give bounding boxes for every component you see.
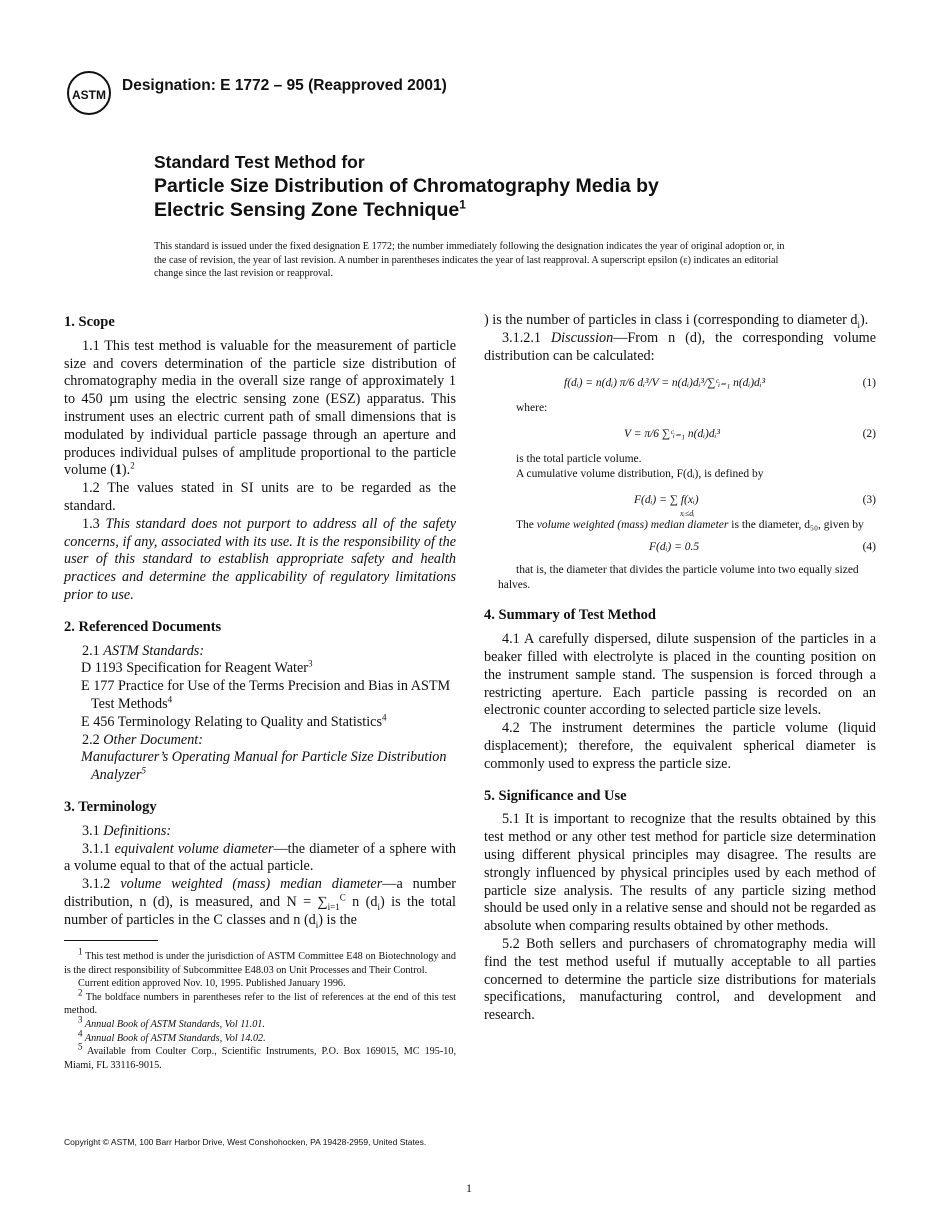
astm-logo [66, 70, 112, 116]
copyright: Copyright © ASTM, 100 Barr Harbor Drive, West Conshohocken, PA 19428-2959, United States. [64, 1137, 427, 1147]
title-line-1: Standard Test Method for [154, 152, 365, 172]
term-3-1-2-1: 3.1.2.1 Discussion—From n (d), the corresponding volume distribution can be calculated: [484, 329, 876, 364]
significance-5-2: 5.2 Both sellers and purchasers of chromatography media will find the test method useful if mutually acceptable to all parties concerned to determine the particle size distributions for materials specifications, manufacturing control, and development and research. [484, 935, 876, 1024]
refdocs-2-1: 2.1 ASTM Standards: [82, 642, 205, 659]
logo-text: ASTM [72, 88, 106, 102]
term-3-1-2: 3.1.2 volume weighted (mass) median diameter—a number distribution, n (d), is measured, and $N = \sum_{i=1}^C$ n $(d_i)$ is the total number of particles in the C classes and n $(d_i)$ is the [64, 876, 457, 930]
footnote-rule [64, 940, 158, 941]
scope-heading: 1. Scope [64, 314, 115, 330]
refdocs-heading: 2. Referenced Documents [64, 618, 222, 635]
term-3-1-2-cont: ) is the number of particles in class i (corresponding to diameter $d_i$). [484, 312, 869, 330]
summary-4-2: 4.2 The instrument determines the particle volume (liquid displacement); therefore, the equivalent spherical diameter is commonly used to express the particle size. [484, 720, 876, 772]
equation-3: F(dᵢ) = ∑ f(xᵢ) xᵢ≤dᵢ (3) [634, 494, 876, 519]
term-3-1: 3.1 Definitions: [82, 822, 172, 839]
left-column [64, 312, 456, 930]
footnotes [64, 946, 456, 1072]
significance-heading: 5. Significance and Use [484, 787, 627, 804]
title-line-2: Particle Size Distribution of Chromatography Media by [154, 175, 659, 197]
eq4-note: that is, the diameter that divides the particle volume into two equally sized halves. [498, 564, 859, 592]
ref-item: D 1193 Specification for Reagent Water$^3$ [81, 658, 313, 677]
title-line-3: Electric Sensing Zone Technique$^1$ [154, 197, 466, 221]
eq3-note: The volume weighted (mass) median diameter is the diameter, d₅₀, given by [516, 519, 864, 532]
footnote-1: $^1$ This test method is under the jurisdiction of ASTM Committee E48 on Biotechnology and is the direct responsibility of Subcommittee E48.03 on Unit Processes and Their Control. [64, 946, 456, 976]
footnote-5: $^5$ Available from Coulter Corp., Scientific Instruments, P.O. Box 169015, MC 195-10, Miami, FL 33116-9015. [64, 1041, 456, 1071]
summary-4-1: 4.1 A carefully dispersed, dilute suspension of the particles in a beaker filled with electrolyte is placed in the counting position on the instrument sample stand. The suspension is forced through a restricting aperture. Each particle passing is recorded on an electronic counter according to selected particle size levels. [484, 631, 876, 719]
summary-heading: 4. Summary of Test Method [484, 607, 656, 624]
significance-5-1: 5.1 It is important to recognize that the results obtained by this test method or any other test method for particle size determination using different physical principles may disagree. The results are strongly influenced by physical principles used by each method of particle size analysis. The results of any particle sizing method should be used only in a relative sense and should not be regarded as absolute when comparing results obtained by other methods. [484, 811, 876, 935]
right-column [484, 312, 876, 1025]
equation-2: V = π/6 ∑ᶜᵢ₌₁ n(dᵢ)dᵢ³ (2) [624, 428, 876, 441]
eq2-note-b: A cumulative volume distribution, F(dᵢ), is defined by [516, 468, 764, 481]
footnote-4: $^4$ Annual Book of ASTM Standards, Vol 14.02. [78, 1028, 266, 1044]
ref-item: E 177 Practice for Use of the Terms Precision and Bias in ASTM Test Methods$^4$ [81, 678, 451, 712]
term-3-1-1: 3.1.1 equivalent volume diameter—the diameter of a sphere with a volume equal to that of the actual particle. [64, 840, 457, 875]
where-label: where: [516, 402, 548, 415]
scope-1-3: 1.3 This standard does not purport to address all of the safety concerns, if any, associated with its use. It is the responsibility of the user of this standard to establish appropriate safety and health practices and determine the applicability of regulatory limitations prior to use. [64, 515, 456, 603]
scope-1-2: 1.2 The values stated in SI units are to be regarded as the standard. [64, 480, 456, 514]
ref-item: E 456 Terminology Relating to Quality and Statistics$^4$ [81, 712, 387, 730]
footnote-3: $^3$ Annual Book of ASTM Standards, Vol 11.01. [78, 1014, 265, 1030]
refdocs-2-2: 2.2 Other Document: [82, 731, 203, 748]
designation: Designation: E 1772 – 95 (Reapproved 2001) [122, 77, 447, 94]
eq2-note-a: is the total particle volume. [516, 453, 642, 466]
scope-1-1: 1.1 This test method is valuable for the measurement of particle size and covers determination of the particle size distribution of chromatography media in the overall size range of approximately 1 to 450 µm using the electric sensing zone (ESZ) apparatus. This instrument uses an electric current path of small dimensions that is modulated by individual particle passage through an aperture and produces individual pulses of amplitude proportional to the particle volume (1).$^2$ [64, 337, 456, 479]
equation-1: f(dᵢ) = n(dᵢ) π/6 dᵢ³/V = n(dᵢ)dᵢ³/∑ᶜᵢ₌₁ n(dᵢ)dᵢ³ (1) [564, 377, 876, 390]
document-title [154, 150, 659, 222]
footnote-2: $^2$ The boldface numbers in parentheses refer to the list of references at the end of this test method. [64, 987, 456, 1017]
terminology-heading: 3. Terminology [64, 798, 157, 815]
manual-reference: Manufacturer’s Operating Manual for Particle Size Distribution Analyzer$^5$ [81, 749, 447, 784]
issuance-notice: This standard is issued under the fixed designation E 1772; the number immediately following the designation indicates the year of original adoption or, in the case of revision, the year of last revision. A number in parentheses indicates the year of last reapproval. A superscript epsilon (ε) indicates an editorial change since the last revision or reapproval. [154, 241, 785, 279]
equation-4: F(dᵢ) = 0.5 (4) [649, 541, 876, 554]
footnote-1b: Current edition approved Nov. 10, 1995. Published January 1996. [78, 978, 346, 990]
page-number: 1 [466, 1181, 472, 1195]
